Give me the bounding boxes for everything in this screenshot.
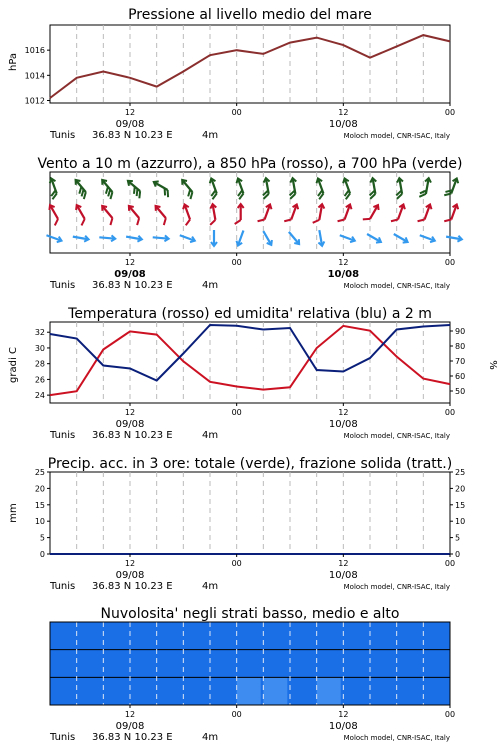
pressure-location-name: Tunis <box>50 130 76 141</box>
cloud-location-coords: 36.83 N 10.23 E <box>92 732 173 743</box>
wind-barb <box>207 204 219 225</box>
precipitation-ytick-right-label: 20 <box>455 484 466 494</box>
temperature-title: Temperatura (rosso) ed umidita' relativa (blu) a 2 m <box>68 306 432 322</box>
wind-barb <box>260 178 272 199</box>
wind-barb <box>151 204 171 225</box>
temperature-xtick-label: 12 <box>124 408 136 417</box>
wind-barb-feather <box>235 220 241 224</box>
temperature-location-elevation: 4m <box>202 430 219 441</box>
pressure-title: Pressione al livello medio del mare <box>128 7 372 23</box>
temperature-ytick-label: 26 <box>34 375 45 385</box>
wind-barb <box>316 230 325 247</box>
precipitation-xtick-label: 12 <box>124 559 136 568</box>
wind-barb-feather <box>53 219 60 225</box>
precipitation-ytick-label: 0 <box>39 550 45 559</box>
wind-barb <box>393 178 405 199</box>
temperature-ylabel: gradi C <box>8 347 19 383</box>
temperature-date-label: 10/08 <box>328 419 358 430</box>
precipitation-ytick-label: 15 <box>34 500 45 510</box>
precipitation-ytick-right-label: 25 <box>455 468 466 477</box>
cloud-date-label: 10/08 <box>328 721 358 732</box>
wind-barb <box>366 231 383 244</box>
precipitation-credit: Moloch model, CNR-ISAC, Italy <box>343 583 450 591</box>
humidity-ytick-right-label: 60 <box>455 372 466 381</box>
precipitation-panel <box>8 456 465 592</box>
precipitation-location-name: Tunis <box>50 581 76 592</box>
cloud-xtick-label: 00 <box>231 710 242 719</box>
precipitation-xtick-label: 12 <box>338 559 349 568</box>
wind-frame <box>50 172 450 253</box>
wind-barb <box>392 231 409 244</box>
wind-barb-feather <box>313 219 320 224</box>
wind-barb <box>178 178 198 199</box>
wind-barb <box>211 230 217 246</box>
wind-barb <box>124 204 144 225</box>
precipitation-date-label: 10/08 <box>328 570 358 581</box>
temperature-credit: Moloch model, CNR-ISAC, Italy <box>343 432 450 440</box>
pressure-xtick-label: 00 <box>231 108 242 117</box>
wind-barb <box>284 202 299 224</box>
temperature-location-coords: 36.83 N 10.23 E <box>92 430 173 441</box>
wind-barb <box>235 204 244 224</box>
precipitation-xtick-label: 00 <box>231 559 242 568</box>
wind-barb <box>261 230 274 247</box>
precipitation-frame <box>50 472 450 554</box>
pressure-location-coords: 36.83 N 10.23 E <box>92 130 173 141</box>
wind-barb <box>444 202 459 224</box>
wind-barb <box>339 232 356 243</box>
cloud-credit: Moloch model, CNR-ISAC, Italy <box>343 734 450 742</box>
cloud-cell <box>317 677 341 705</box>
wind-barb <box>71 178 91 199</box>
temperature-ytick-label: 24 <box>34 391 45 401</box>
wind-xtick-label: 00 <box>444 258 456 267</box>
temperature-location-name: Tunis <box>50 430 76 441</box>
cloud-xtick-label: 00 <box>444 710 456 719</box>
temperature-ytick-label: 30 <box>34 343 45 353</box>
wind-barb <box>312 177 327 199</box>
temperature-frame <box>50 322 450 403</box>
pressure-line <box>50 35 450 98</box>
pressure-panel <box>8 7 455 141</box>
pressure-ylabel: hPa <box>8 52 19 72</box>
pressure-date-label: 09/08 <box>115 119 145 130</box>
wind-location-elevation: 4m <box>202 280 219 291</box>
precipitation-ytick-label: 25 <box>34 468 45 477</box>
wind-barb <box>287 230 302 246</box>
pressure-date-label: 10/08 <box>328 119 358 130</box>
wind-barb <box>446 234 463 243</box>
wind-barb <box>338 202 353 224</box>
temperature-xtick-label: 00 <box>231 408 242 417</box>
wind-barb-feather <box>184 220 191 226</box>
cloud-location-elevation: 4m <box>202 732 219 743</box>
precipitation-ytick-right-label: 10 <box>455 517 466 527</box>
pressure-ytick-label: 1016 <box>24 46 45 56</box>
wind-barb <box>287 178 299 199</box>
wind-panel <box>37 156 462 291</box>
wind-title: Vento a 10 m (azzurro), a 850 hPa (rosso), a 700 hPa (verde) <box>37 156 463 172</box>
temperature-xtick-label: 00 <box>444 408 456 417</box>
precipitation-ytick-right-label: 15 <box>455 500 466 510</box>
cloud-location-name: Tunis <box>50 732 76 743</box>
wind-barb <box>152 234 168 241</box>
wind-barb <box>126 234 143 243</box>
wind-xtick-label: 00 <box>231 258 242 267</box>
precipitation-location-coords: 36.83 N 10.23 E <box>92 581 173 592</box>
humidity-line <box>50 325 450 381</box>
wind-barb <box>45 204 63 226</box>
wind-location-name: Tunis <box>50 280 76 291</box>
humidity-ytick-right-label: 90 <box>455 327 466 336</box>
cloud-date-label: 09/08 <box>115 721 145 732</box>
wind-barb <box>99 234 115 241</box>
precipitation-ytick-label: 10 <box>34 517 45 527</box>
temperature-panel <box>8 306 498 441</box>
pressure-frame <box>50 25 450 103</box>
cloud-title: Nuvolosita' negli strati basso, medio e alto <box>100 606 400 622</box>
temperature-date-label: 09/08 <box>115 419 145 430</box>
wind-barb <box>391 202 406 224</box>
wind-barb <box>232 177 247 199</box>
precipitation-xtick-label: 00 <box>444 559 456 568</box>
precipitation-ytick-label: 20 <box>34 484 45 494</box>
cloud-xtick-label: 12 <box>338 710 349 719</box>
wind-barb <box>418 202 433 224</box>
humidity-ytick-right-label: 70 <box>455 357 466 366</box>
wind-barb <box>206 177 221 199</box>
precipitation-date-label: 09/08 <box>115 570 145 581</box>
wind-barb-feather <box>161 218 168 225</box>
wind-barb <box>179 203 194 225</box>
wind-barb <box>444 176 459 198</box>
temperature-xtick-label: 12 <box>338 408 349 417</box>
precipitation-ytick-label: 5 <box>39 533 45 543</box>
wind-credit: Moloch model, CNR-ISAC, Italy <box>343 282 450 290</box>
wind-barb <box>367 178 379 199</box>
wind-barb <box>45 232 62 243</box>
wind-barb <box>151 179 173 197</box>
wind-barb <box>72 234 89 243</box>
wind-location-coords: 36.83 N 10.23 E <box>92 280 173 291</box>
wind-barb <box>46 177 61 199</box>
wind-barb <box>419 177 431 198</box>
wind-barb-feather <box>108 218 115 225</box>
wind-barb <box>339 177 354 199</box>
wind-barb <box>179 232 196 243</box>
temperature-ytick-label: 28 <box>34 359 45 369</box>
wind-barb <box>313 203 325 224</box>
precipitation-ytick-right-label: 5 <box>455 533 461 543</box>
precipitation-ylabel: mm <box>8 503 19 523</box>
pressure-credit: Moloch model, CNR-ISAC, Italy <box>343 132 450 140</box>
pressure-xtick-label: 12 <box>124 108 136 117</box>
pressure-location-elevation: 4m <box>202 130 219 141</box>
precipitation-title: Precip. acc. in 3 ore: totale (verde), frazione solida (tratt.) <box>47 456 453 472</box>
humidity-ytick-right-label: 80 <box>455 342 466 351</box>
cloud-cell <box>263 677 287 705</box>
precipitation-ytick-right-label: 0 <box>455 550 461 559</box>
pressure-xtick-label: 00 <box>444 108 456 117</box>
wind-barb <box>72 204 90 226</box>
wind-barb-feather <box>363 216 370 222</box>
wind-date-label: 10/08 <box>327 269 360 280</box>
temperature-ytick-label: 32 <box>34 328 45 338</box>
wind-barb <box>98 178 118 199</box>
pressure-xtick-label: 12 <box>338 108 349 117</box>
pressure-ytick-label: 1014 <box>24 71 45 81</box>
wind-barb <box>258 202 273 224</box>
wind-barb <box>98 204 118 225</box>
precipitation-location-elevation: 4m <box>202 581 219 592</box>
cloud-panel <box>49 606 455 743</box>
humidity-ytick-right-label: 50 <box>455 387 466 396</box>
wind-date-label: 09/08 <box>114 269 146 280</box>
cloud-xtick-label: 12 <box>124 710 136 719</box>
wind-barb <box>124 179 145 199</box>
wind-barb <box>419 232 436 243</box>
humidity-ylabel: % <box>487 360 498 370</box>
wind-xtick-label: 12 <box>124 258 136 267</box>
pressure-ytick-label: 1012 <box>24 96 45 106</box>
wind-xtick-label: 12 <box>338 258 349 267</box>
wind-barb-feather <box>135 218 142 225</box>
cloud-cell <box>237 677 261 705</box>
wind-barb-feather <box>80 219 87 225</box>
wind-barb <box>363 202 381 224</box>
